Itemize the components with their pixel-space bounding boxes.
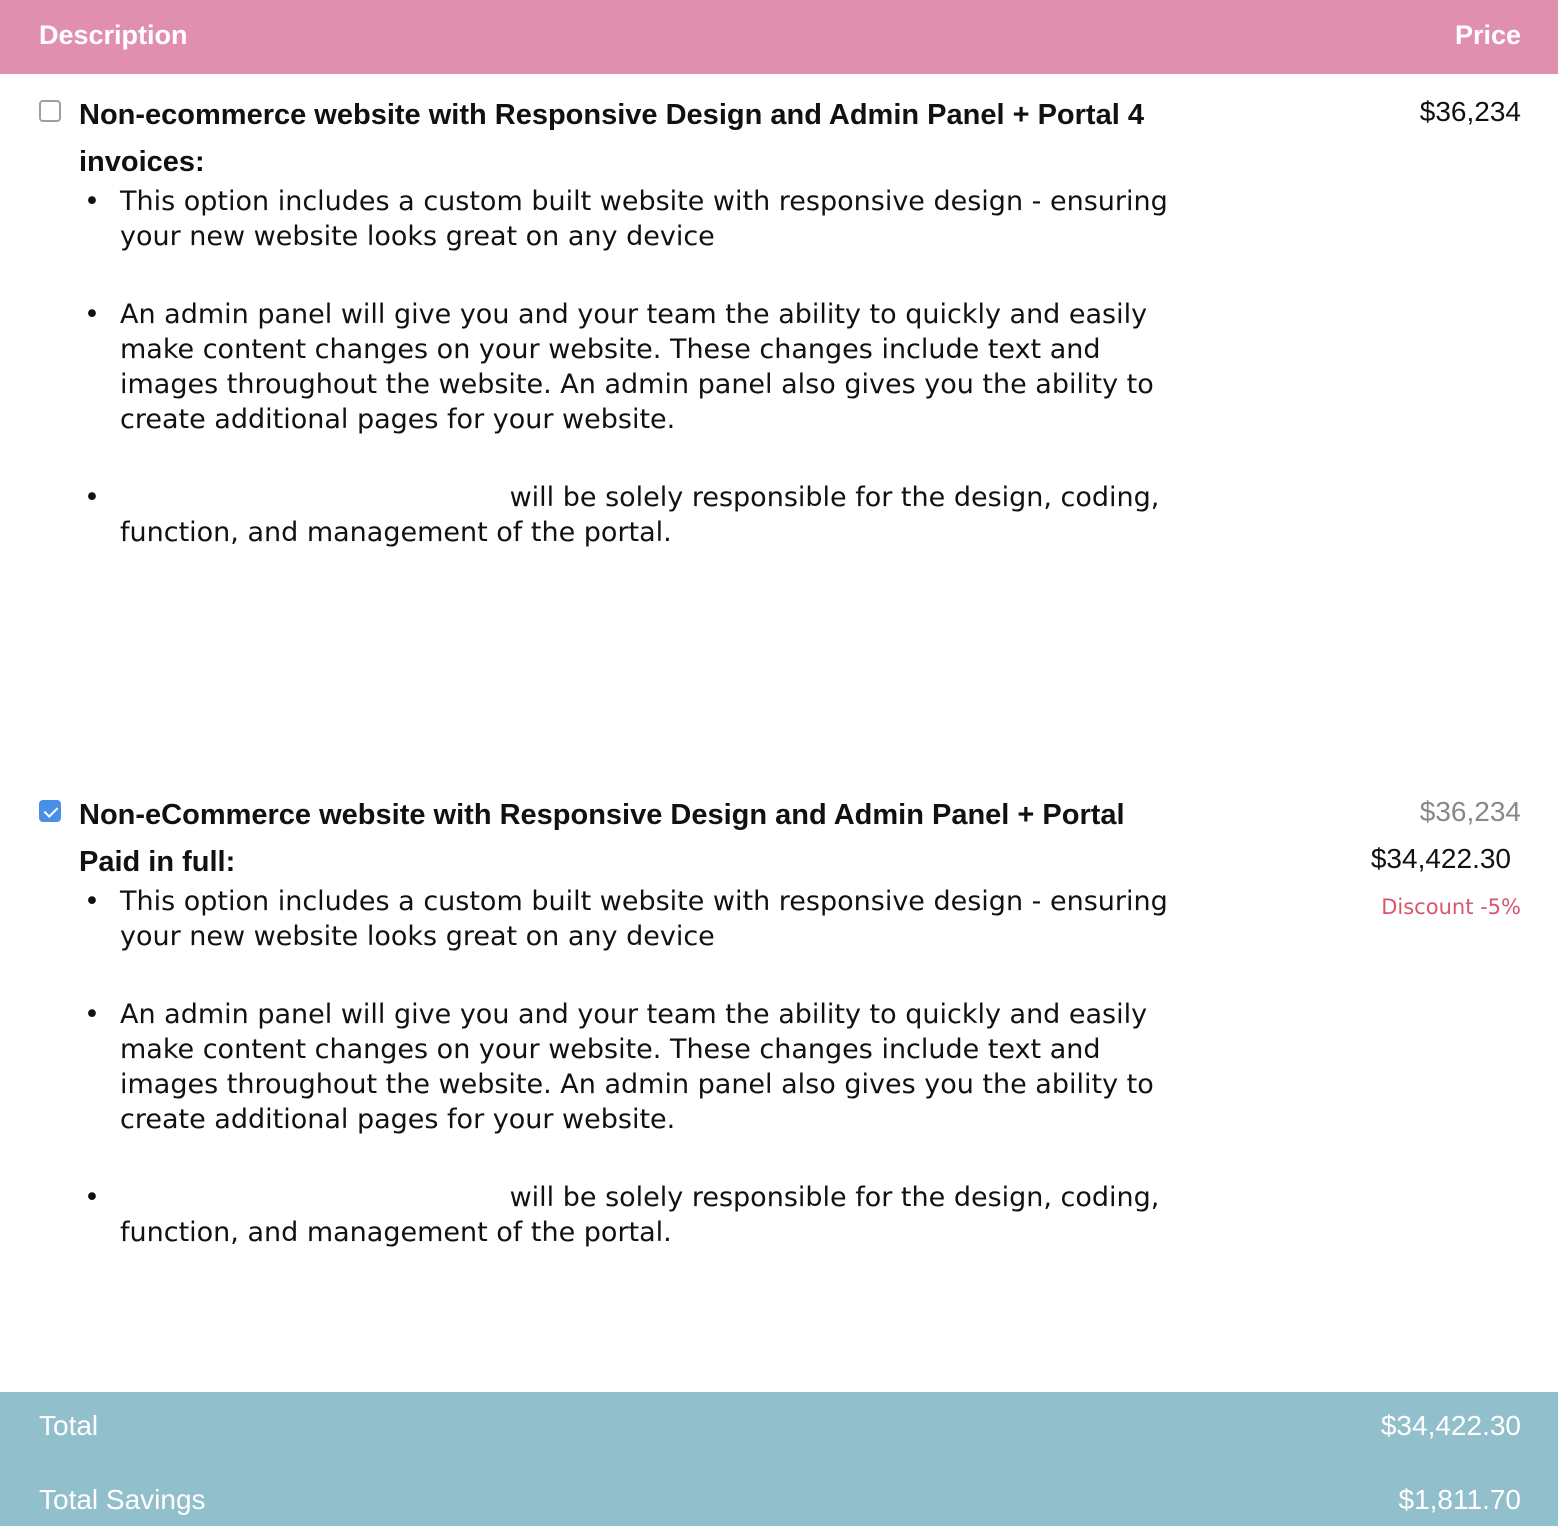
option-price: $36,234: [1419, 96, 1521, 127]
original-price: $36,234: [1419, 796, 1521, 827]
description-column-header: Description: [39, 20, 188, 50]
list-item: • An admin panel will give you and your team the ability to quickly and easily make content changes on your website. These changes include text and images throughout the website. An admin panel also gives you the ability to create additional pages for your website.: [79, 297, 1199, 437]
list-item: • This option includes a custom built website with responsive design - ensuring your new website looks great on any device: [79, 184, 1199, 254]
option-title: Non-eCommerce website with Responsive Design and Admin Panel + Portal Paid in full:: [79, 799, 1125, 878]
list-item: • This option includes a custom built website with responsive design - ensuring your new website looks great on any device: [79, 884, 1199, 954]
option-checkbox-paid-in-full[interactable]: [39, 800, 61, 822]
redacted-company-name: [120, 1184, 501, 1214]
totals-panel: [0, 1392, 1558, 1526]
price-column-header: Price: [1454, 20, 1521, 50]
redacted-company-name: [120, 484, 501, 514]
option-checkbox-4-invoices[interactable]: [39, 100, 61, 122]
option-title: Non-ecommerce website with Responsive Design and Admin Panel + Portal 4 invoices:: [79, 99, 1144, 178]
list-item: • An admin panel will give you and your team the ability to quickly and easily make content changes on your website. These changes include text and images throughout the website. An admin panel also gives you the ability to create additional pages for your website.: [79, 997, 1199, 1137]
discount-label: Discount -5%: [1381, 895, 1521, 919]
total-label: Total: [39, 1410, 99, 1441]
list-item: • will be solely responsible for the design, coding, function, and management of the portal.: [79, 480, 1199, 550]
total-savings-value: $1,811.70: [1398, 1484, 1521, 1515]
table-header: [0, 0, 1558, 74]
total-savings-label: Total Savings: [39, 1484, 206, 1515]
total-value: $34,422.30: [1380, 1410, 1521, 1441]
option-bullet-list: [79, 184, 1199, 593]
discounted-price: $34,422.30: [1370, 843, 1511, 874]
list-item: • will be solely responsible for the design, coding, function, and management of the portal.: [79, 1180, 1199, 1250]
total-savings-row: [39, 1484, 1521, 1524]
total-row: [39, 1410, 1521, 1450]
option-bullet-list: [79, 884, 1199, 1293]
